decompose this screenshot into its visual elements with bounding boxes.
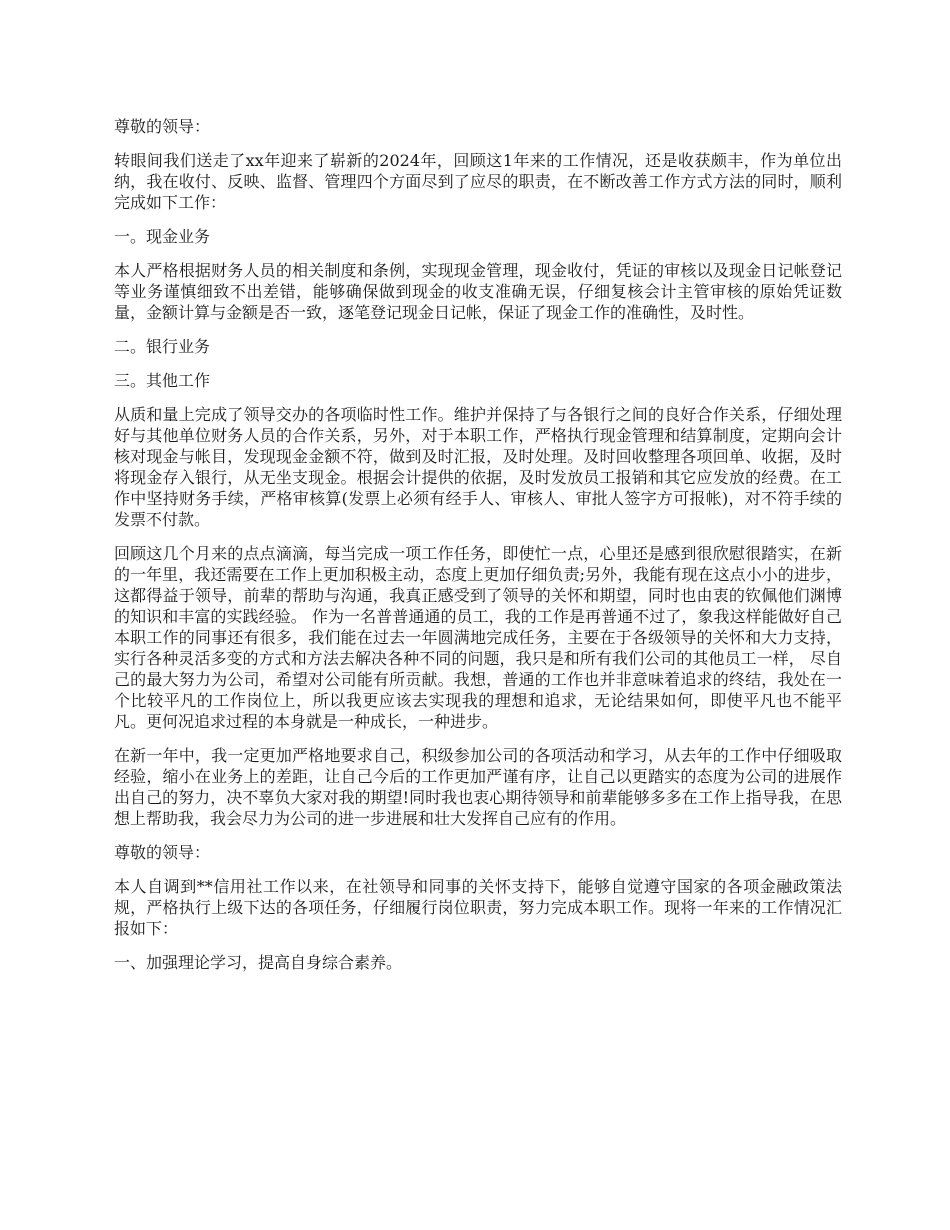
document-body	[114, 116, 842, 986]
section-heading-theory: 一、加强理论学习，提高自身综合素养。	[114, 953, 403, 972]
salutation-second: 尊敬的领导：	[114, 843, 211, 862]
review-paragraph: 回顾这几个月来的点点滴滴，每当完成一项工作任务，即使忙一点，心里还是感到很欣慰很踏实，在新的一年里，我还需要在工作上更加积极主动，态度上更加仔细负责;另外，我能有现在这点小小的进步，这都得益于领导，前辈的帮助与沟通，我真正感受到了领导的关怀和期望，同时也由衷的钦佩他们渊博的知识和丰富的实践经验。 作为一名普普通通的员工，我的工作是再普通不过了，象我这样能做好自己本职工作的同事还有很多，我们能在过去一年圆满地完成任务，主要在于各级领导的关怀和大力支持，实行各种灵活多变的方式和方法去解决各种不同的问题，我只是和所有我们公司的其他员工一样， 尽自己的最大努力为公司，希望对公司能有所贡献。我想，普通的工作也并非意味着追求的终结，我处在一个比较平凡的工作岗位上，所以我更应该去实现我的理想和追求，无论结果如何，即使平凡也不能平凡。更何况追求过程的本身就是一种成长，一种进步。	[114, 544, 842, 731]
section-heading-cash: 一。现金业务	[114, 227, 211, 246]
section-heading-bank: 二。银行业务	[114, 337, 211, 356]
new-year-paragraph: 在新一年中，我一定更加严格地要求自己，积级参加公司的各项活动和学习，从去年的工作中仔细吸取经验，缩小在业务上的差距，让自己今后的工作更加严谨有序，让自己以更踏实的态度为公司的进展作出自己的努力，决不辜负大家对我的期望!同时我也衷心期待领导和前辈能够多多在工作上指导我，在思想上帮助我，我会尽力为公司的进一步进展和壮大发挥自己应有的作用。	[114, 746, 842, 828]
salutation: 尊敬的领导：	[114, 117, 211, 136]
second-intro-paragraph: 本人自调到**信用社工作以来，在社领导和同事的关怀支持下，能够自觉遵守国家的各项金融政策法规，严格执行上级下达的各项任务，仔细履行岗位职责，努力完成本职工作。现将一年来的工作情况汇报如下：	[114, 877, 842, 938]
intro-paragraph: 转眼间我们送走了xx年迎来了崭新的2024年，回顾这1年来的工作情况，还是收获颇丰，作为单位出纳，我在收付、反映、监督、管理四个方面尽到了应尽的职责，在不断改善工作方式方法的同时，顺利完成如下工作：	[114, 151, 842, 212]
other-work-paragraph: 从质和量上完成了领导交办的各项临时性工作。维护并保持了与各银行之间的良好合作关系，仔细处理好与其他单位财务人员的合作关系，另外，对于本职工作，严格执行现金管理和结算制度，定期向会计核对现金与帐目，发现现金金额不符，做到及时汇报，及时处理。及时回收整理各项回单、收据，及时将现金存入银行，从无坐支现金。根据会计提供的依据，及时发放员工报销和其它应发放的经费。在工作中坚持财务手续，严格审核算(发票上必须有经手人、审核人、审批人签字方可报帐)，对不符手续的发票不付款。	[114, 405, 842, 529]
section-heading-other: 三。其他工作	[114, 371, 211, 390]
cash-paragraph: 本人严格根据财务人员的相关制度和条例，实现现金管理，现金收付，凭证的审核以及现金日记帐登记等业务谨慎细致不出差错，能够确保做到现金的收支准确无误，仔细复核会计主管审核的原始凭证数量，金额计算与金额是否一致，逐笔登记现金日记帐，保证了现金工作的准确性，及时性。	[114, 261, 842, 322]
